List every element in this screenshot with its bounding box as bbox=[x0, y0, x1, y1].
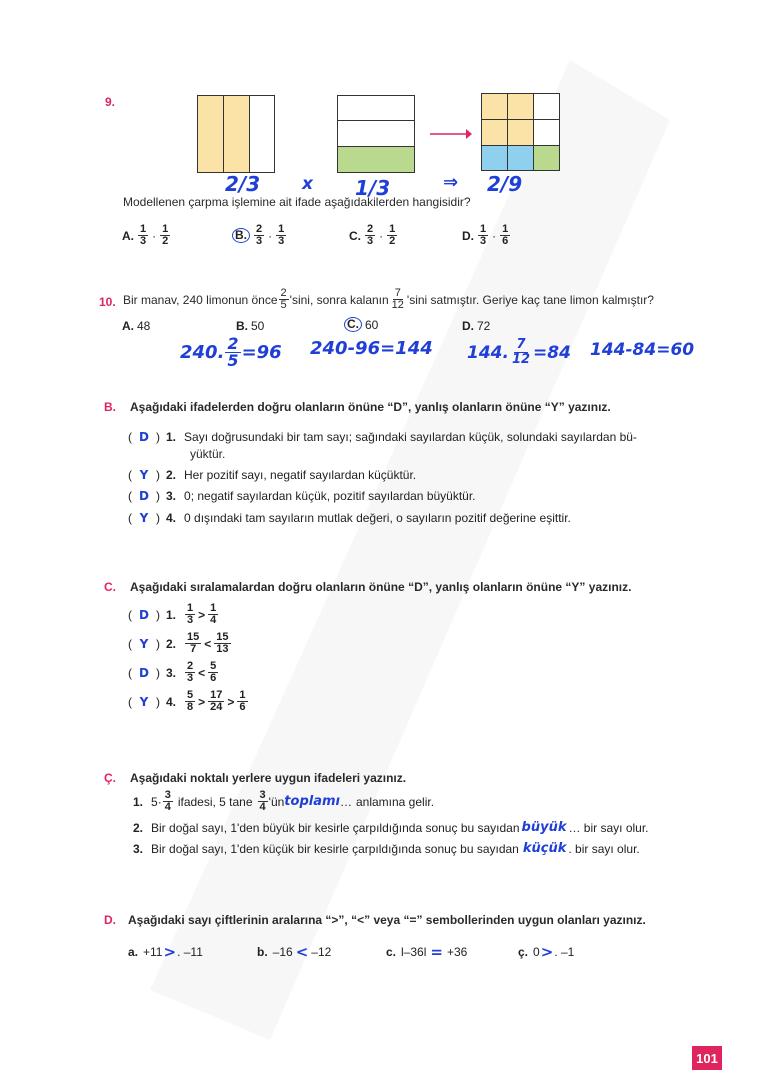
section-d-pair-a: a. +11 > . –11 bbox=[128, 943, 203, 961]
arrow-right-icon bbox=[430, 128, 472, 140]
handwritten-two-thirds: 2/3 bbox=[225, 172, 261, 196]
section-d-pair-b: b. –16 < –12 bbox=[257, 943, 332, 961]
section-b-item-3: ( D ) 3. 0; negatif sayılardan küçük, pozitif sayılardan büyüktür. bbox=[128, 489, 476, 503]
section-c-letter: C. bbox=[104, 580, 116, 594]
section-c-title: Aşağıdaki sıralamalardan doğru olanların önüne “D”, yanlış olanların önüne “Y” yazınız. bbox=[130, 580, 632, 594]
q10-option-c[interactable]: C. 60 bbox=[344, 317, 378, 332]
q10-option-a[interactable]: A. 48 bbox=[122, 319, 151, 333]
section-b-item-1-cont: yüktür. bbox=[190, 447, 226, 461]
handwritten-work-2: 240-96=144 bbox=[310, 338, 433, 359]
section-c-item-2: ( Y ) 2. $\frac{15}{7}$ < $\frac{15}{13}$ bbox=[128, 631, 229, 655]
section-b-letter: B. bbox=[104, 400, 116, 414]
handwritten-work-1: 240. $\frac{2}{5}$ =96 bbox=[180, 334, 282, 370]
q9-option-a[interactable]: A. $\frac{1}{3}$ · $\frac{1}{2}$ bbox=[122, 223, 169, 247]
section-cc-item-2: 2. Bir doğal sayı, 1'den büyük bir kesirle çarpıldığında sonuç bu sayıdan büyük … bir sayı olur. bbox=[133, 820, 649, 835]
q9-option-c[interactable]: C. $\frac{2}{3}$ · $\frac{1}{2}$ bbox=[349, 223, 396, 247]
handwritten-two-ninths: 2/9 bbox=[487, 172, 523, 196]
q9-option-b[interactable]: B. $\frac{2}{3}$ · $\frac{1}{3}$ bbox=[232, 224, 287, 247]
section-b-item-1: ( D ) 1. Sayı doğrusundaki bir tam sayı; sağındaki sayılardan küçük, solundaki sayılardan bü- bbox=[128, 430, 637, 444]
section-cc-item-1: 1. 5· $\frac{3}{4}$ ifadesi, 5 tane $\frac{3}{4}$ 'ün toplamı … anlamına gelir. bbox=[133, 789, 435, 813]
section-cc-letter: Ç. bbox=[104, 771, 116, 785]
section-c-item-1: ( D ) 1. $\frac{1}{3}$ > $\frac{1}{4}$ bbox=[128, 602, 217, 626]
page-number: 101 bbox=[692, 1046, 722, 1070]
q10-option-d[interactable]: D. 72 bbox=[462, 319, 491, 333]
question-9-number: 9. bbox=[105, 95, 116, 109]
handwritten-one-third: 1/3 bbox=[355, 176, 391, 200]
handwritten-work-3: 144. $\frac{7}{12}$ =84 bbox=[467, 337, 571, 367]
section-c-item-3: ( D ) 3. $\frac{2}{3}$ < $\frac{5}{6}$ bbox=[128, 660, 217, 684]
section-d-title: Aşağıdaki sayı çiftlerinin aralarına “>”, “<” veya “=” sembollerinden uygun olanları yazınız. bbox=[128, 913, 646, 927]
handwritten-answer: küçük bbox=[522, 841, 567, 856]
question-10-number: 10. bbox=[99, 295, 116, 309]
question-9-text: Modellenen çarpma işlemine ait ifade aşağıdakilerden hangisidir? bbox=[123, 195, 471, 209]
section-d-letter: D. bbox=[104, 913, 116, 927]
section-b-title: Aşağıdaki ifadelerden doğru olanların önüne “D”, yanlış olanların önüne “Y” yazınız. bbox=[130, 400, 611, 414]
selected-answer-circle: B. bbox=[232, 228, 250, 243]
handwritten-arrow: ⇒ bbox=[443, 172, 459, 193]
handwritten-answer: toplamı bbox=[284, 794, 340, 809]
section-d-pair-cc: ç. 0 > . –1 bbox=[518, 943, 575, 961]
section-cc-title: Aşağıdaki noktalı yerlere uygun ifadeleri yazınız. bbox=[130, 771, 407, 785]
section-b-item-4: ( Y ) 4. 0 dışındaki tam sayıların mutlak değeri, o sayıların pozitif değerine eşittir. bbox=[128, 511, 571, 525]
handwritten-answer: büyük bbox=[521, 820, 567, 835]
selected-answer-circle: C. bbox=[344, 317, 362, 332]
section-b-item-2: ( Y ) 2. Her pozitif sayı, negatif sayılardan küçüktür. bbox=[128, 468, 417, 482]
handwritten-times: x bbox=[302, 174, 313, 194]
section-cc-item-3: 3. Bir doğal sayı, 1'den küçük bir kesirle çarpıldığında sonuç bu sayıdan küçük . bir sayı olur. bbox=[133, 841, 640, 856]
handwritten-work-4: 144-84=60 bbox=[590, 340, 695, 360]
section-d-pair-c: c. l–36l = +36 bbox=[386, 943, 468, 961]
question-10-text: Bir manav, 240 limonun önce $\frac{2}{5}$ 'sini, sonra kalanın $\frac{7}{12}$ 'sini satmıştır. Geriye kaç tane limon kalmıştır? bbox=[123, 287, 654, 311]
q10-option-b[interactable]: B. 50 bbox=[236, 319, 265, 333]
q9-option-d[interactable]: D. $\frac{1}{3}$ · $\frac{1}{6}$ bbox=[462, 223, 509, 247]
section-c-item-4: ( Y ) 4. $\frac{5}{8}$ > $\frac{17}{24}$ > $\frac{1}{6}$ bbox=[128, 689, 246, 713]
